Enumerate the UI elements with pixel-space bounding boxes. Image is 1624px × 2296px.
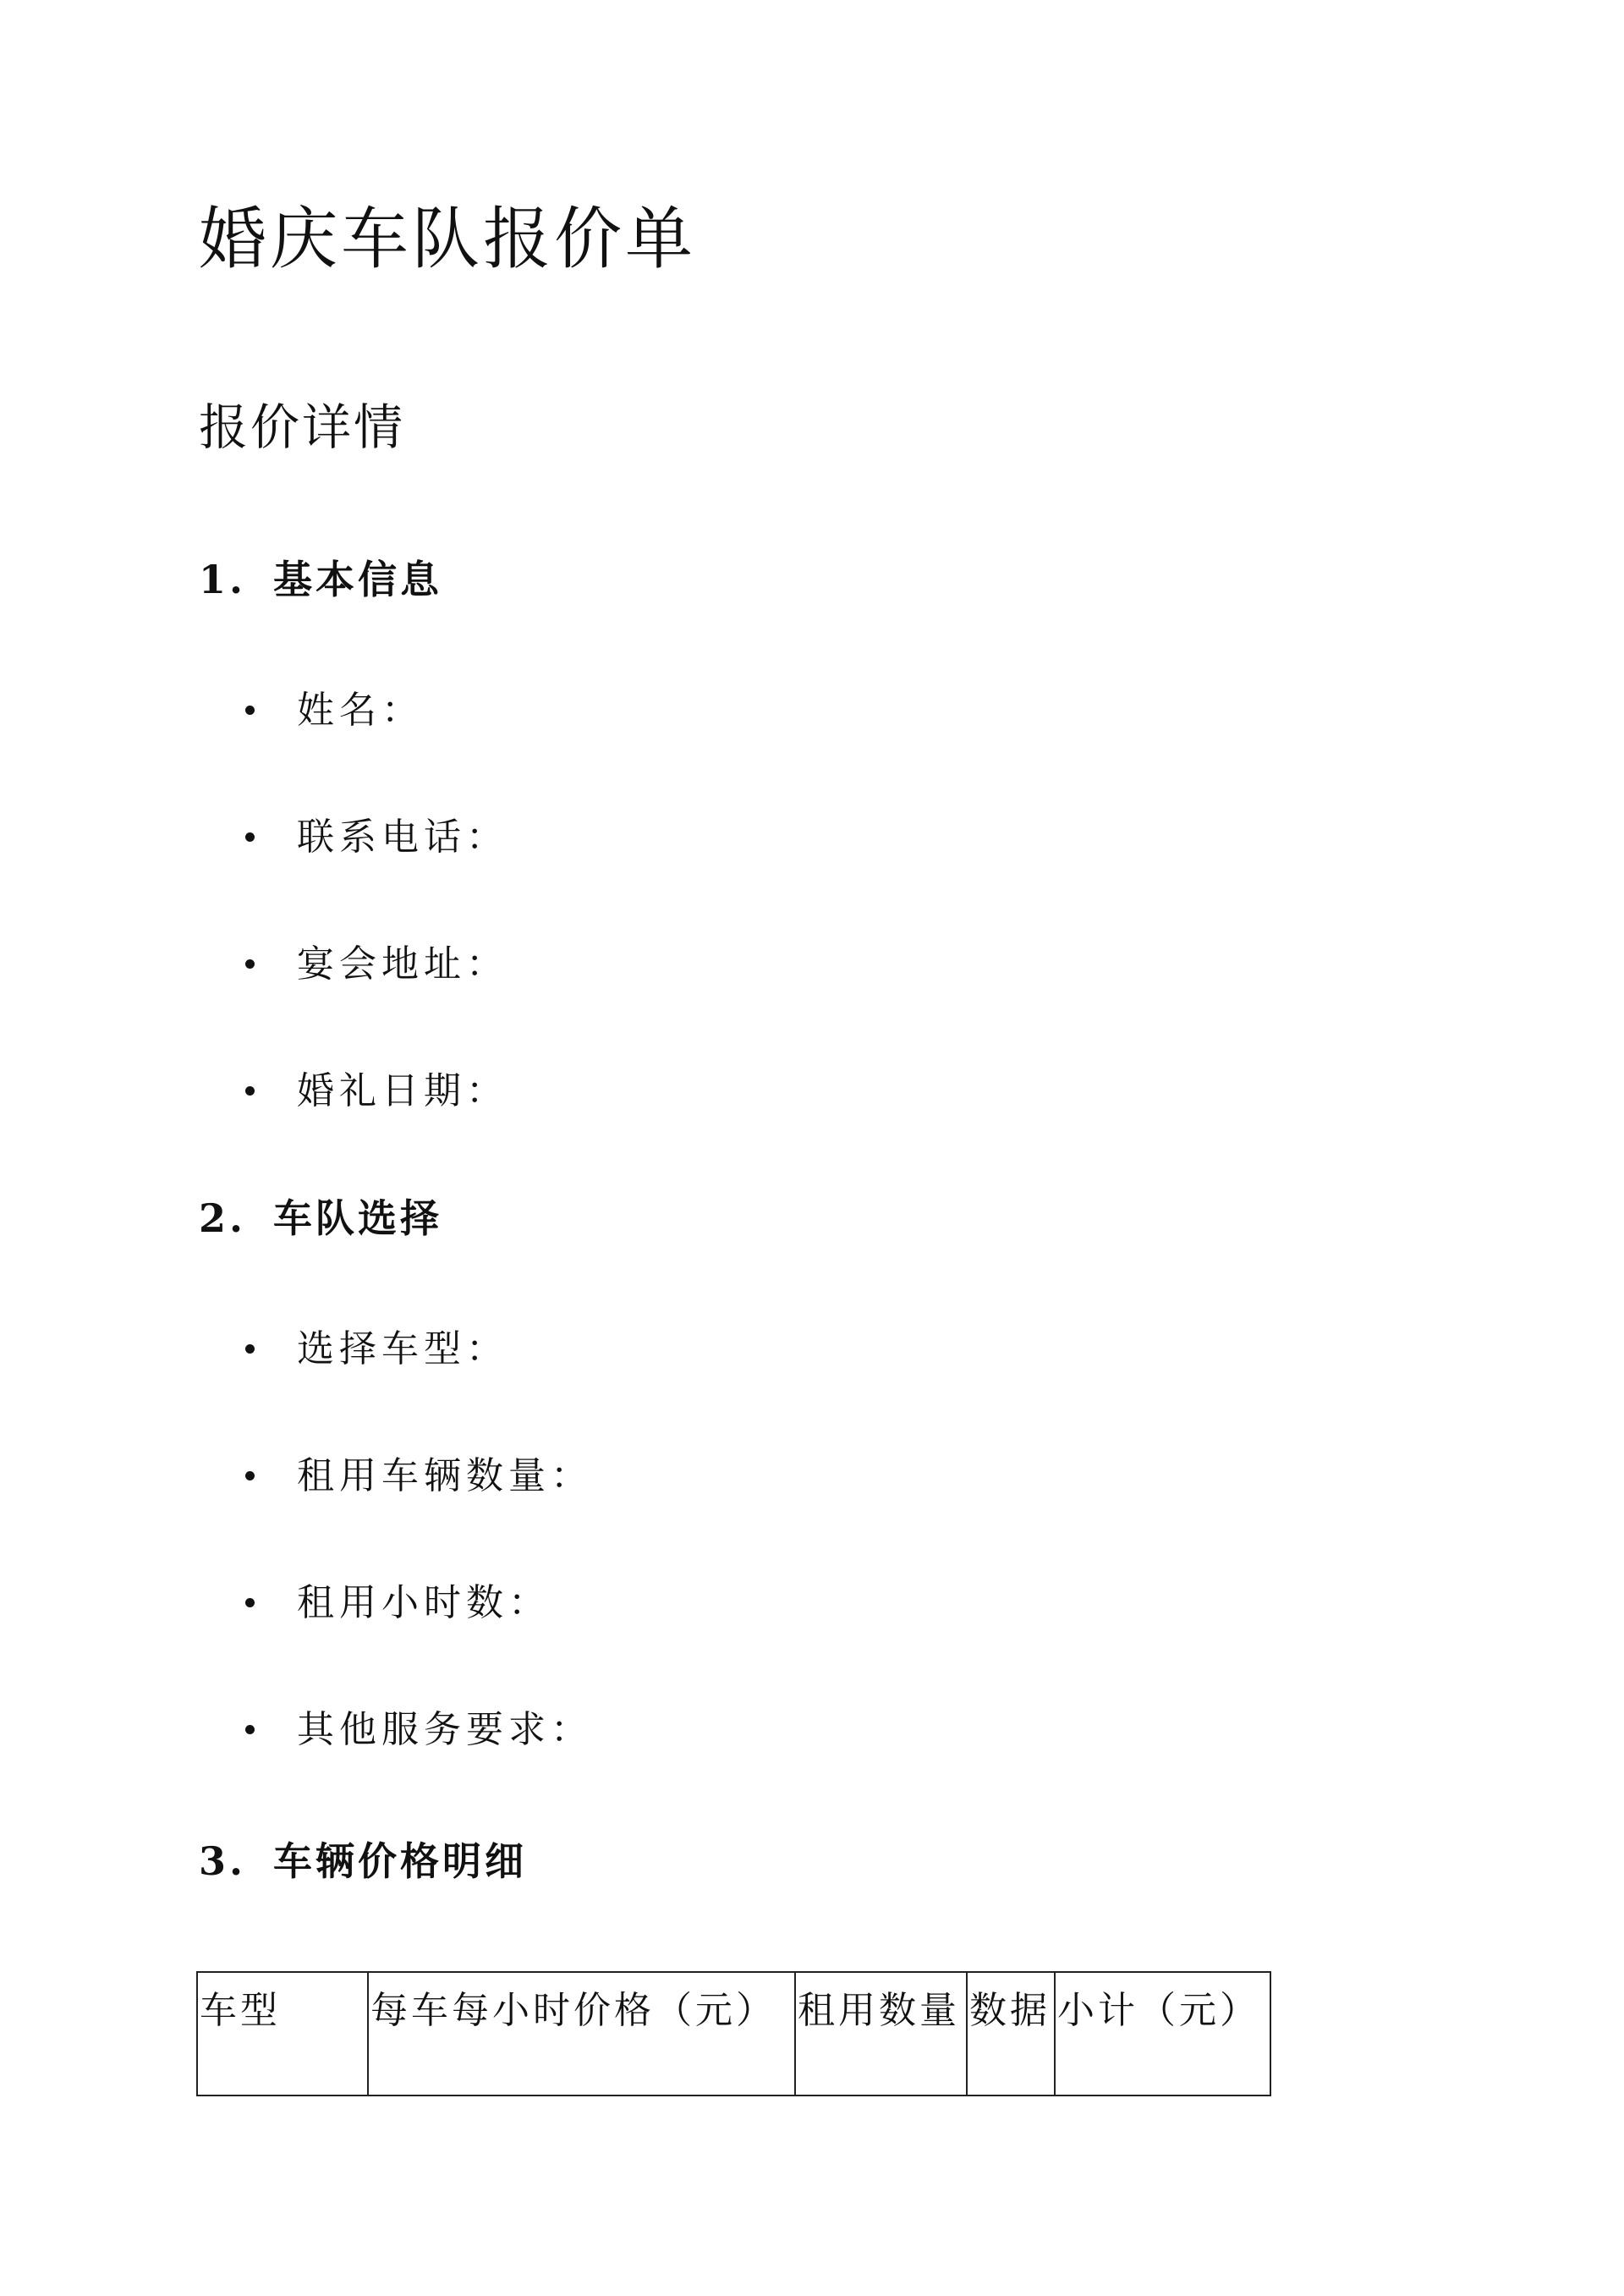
table-header-row [197,1972,1270,2096]
subsection-number: 3. [199,1838,247,1884]
bullet-icon [245,1598,255,1607]
list-item-car-model [245,1320,508,1379]
list-item-label: 其他服务要求： [297,1708,593,1751]
bullet-icon [245,1725,255,1734]
list-item-label: 选择车型： [297,1327,508,1370]
subsection-number: 2. [199,1195,247,1241]
table-header-cell-quantity: 租用数量 [795,1972,967,2096]
subsection-title: 基本信息 [273,557,442,602]
section-title: 报价详情 [199,398,406,456]
list-item-label: 姓名： [297,689,424,732]
table-header-cell-data: 数据 [967,1972,1055,2096]
subsection-heading-basic-info [199,550,442,609]
list-item-name [245,681,424,740]
table-header-cell-car-model: 车型 [197,1972,368,2096]
list-item-other-services [245,1700,593,1760]
bullet-icon [245,1471,255,1480]
list-item-label: 宴会地址： [297,942,508,986]
list-item-label: 租用车辆数量： [297,1454,593,1497]
subsection-heading-fleet-selection [199,1189,442,1248]
list-item-rental-hours [245,1574,551,1633]
bullet-icon [245,1086,255,1096]
list-item-label: 租用小时数： [297,1581,551,1624]
list-item-wedding-date [245,1062,508,1121]
subsection-heading-price-details [199,1832,527,1891]
document-title: 婚庆车队报价单 [199,200,696,278]
bullet-icon [245,1344,255,1354]
list-item-venue [245,935,508,994]
list-item-label: 联系电话： [297,816,508,859]
bullet-icon [245,832,255,842]
subsection-number: 1. [199,557,247,602]
list-item-label: 婚礼日期： [297,1069,508,1112]
bullet-icon [245,706,255,715]
price-table [196,1971,1271,2096]
list-item-phone [245,808,508,867]
subsection-title: 车辆价格明细 [273,1838,527,1884]
list-item-vehicle-count [245,1447,593,1506]
table-header-cell-subtotal: 小计（元） [1055,1972,1270,2096]
bullet-icon [245,959,255,969]
table-header-cell-hourly-price: 每车每小时价格（元） [368,1972,795,2096]
subsection-title: 车队选择 [273,1195,442,1241]
